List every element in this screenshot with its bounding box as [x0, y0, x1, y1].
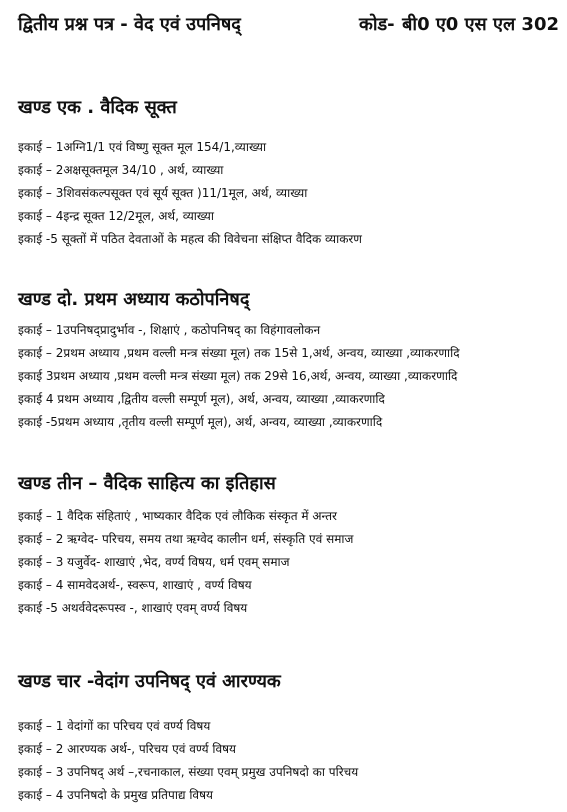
unit-line: इकाई – 3शिवसंकल्पसूक्त एवं सूर्य सूक्त )11/1मूल, अर्थ, व्याख्या	[18, 186, 308, 200]
unit-line: इकाई – 3 उपनिषद् अर्थ –,रचनाकाल, संख्या एवम् प्रमुख उपनिषदो का परिचय	[18, 765, 359, 779]
unit-line: इकाई -5 अथर्ववेदरूपस्व -, शाखाएं एवम् वर्ण्य विषय	[18, 601, 248, 615]
unit-line: इकाई – 2 आरण्यक अर्थ-, परिचय एवं वर्ण्य विषय	[18, 742, 237, 756]
unit-line: इकाई 4 प्रथम अध्याय ,द्वितीय वल्ली सम्पूर्ण मूल), अर्थ, अन्वय, व्याख्या ,व्याकरणादि	[18, 392, 385, 406]
unit-line: इकाई 3प्रथम अध्याय ,प्रथम वल्ली मन्त्र संख्या मूल) तक 29से 16,अर्थ, अन्वय, व्याख्या ,व्याकरणादि	[18, 369, 458, 383]
unit-line: इकाई – 4 सामवेदअर्थ-, स्वरूप, शाखाएं , वर्ण्य विषय	[18, 578, 252, 592]
unit-line: इकाई -5 सूक्तों में पठित देवताओं के महत्व की विवेचना संक्षिप्त वैदिक व्याकरण	[18, 232, 362, 246]
unit-line: इकाई – 1 वेदांगों का परिचय एवं वर्ण्य विषय	[18, 719, 211, 733]
unit-line: इकाई – 1 वैदिक संहिताएं , भाष्यकार वैदिक एवं लौकिक संस्कृत में अन्तर	[18, 509, 337, 523]
unit-line: इकाई – 3 यजुर्वेद- शाखाएं ,भेद, वर्ण्य विषय, धर्म एवम् समाज	[18, 555, 290, 569]
unit-line: इकाई -5प्रथम अध्याय ,तृतीय वल्ली सम्पूर्ण मूल), अर्थ, अन्वय, व्याख्या ,व्याकरणादि	[18, 415, 383, 429]
unit-line: इकाई – 4इन्द्र सूक्त 12/2मूल, अर्थ, व्याख्या	[18, 209, 214, 223]
unit-line: इकाई – 1उपनिषद्प्रादुर्भाव -, शिक्षाएं , कठोपनिषद् का विहंगावलोकन	[18, 323, 321, 337]
section-heading: खण्ड चार -वेदांग उपनिषद् एवं आरण्यक	[18, 671, 281, 692]
unit-line: इकाई – 1अग्नि1/1 एवं विष्णु सूक्त मूल 154/1,व्याख्या	[18, 140, 267, 154]
section-heading: खण्ड एक . वैदिक सूक्त	[18, 97, 177, 118]
unit-line: इकाई – 4 उपनिषदो के प्रमुख प्रतिपाद्य विषय	[18, 788, 213, 802]
course-code-value: बी0 ए0 एस एल 302	[402, 14, 559, 35]
section-heading: खण्ड दो. प्रथम अध्याय कठोपनिषद्	[18, 289, 250, 310]
section-heading: खण्ड तीन – वैदिक साहित्य का इतिहास	[18, 473, 276, 494]
document-header	[18, 12, 559, 40]
course-code-label: कोड-	[359, 14, 395, 35]
paper-title: द्वितीय प्रश्न पत्र - वेद एवं उपनिषद्	[18, 14, 241, 35]
unit-line: इकाई – 2 ऋग्वेद- परिचय, समय तथा ऋग्वेद कालीन धर्म, संस्कृति एवं समाज	[18, 532, 354, 546]
unit-line: इकाई – 2अक्षसूक्तमूल 34/10 , अर्थ, व्याख्या	[18, 163, 224, 177]
unit-line: इकाई – 2प्रथम अध्याय ,प्रथम वल्ली मन्त्र संख्या मूल) तक 15से 1,अर्थ, अन्वय, व्याख्या ,व्याकरणादि	[18, 346, 460, 360]
